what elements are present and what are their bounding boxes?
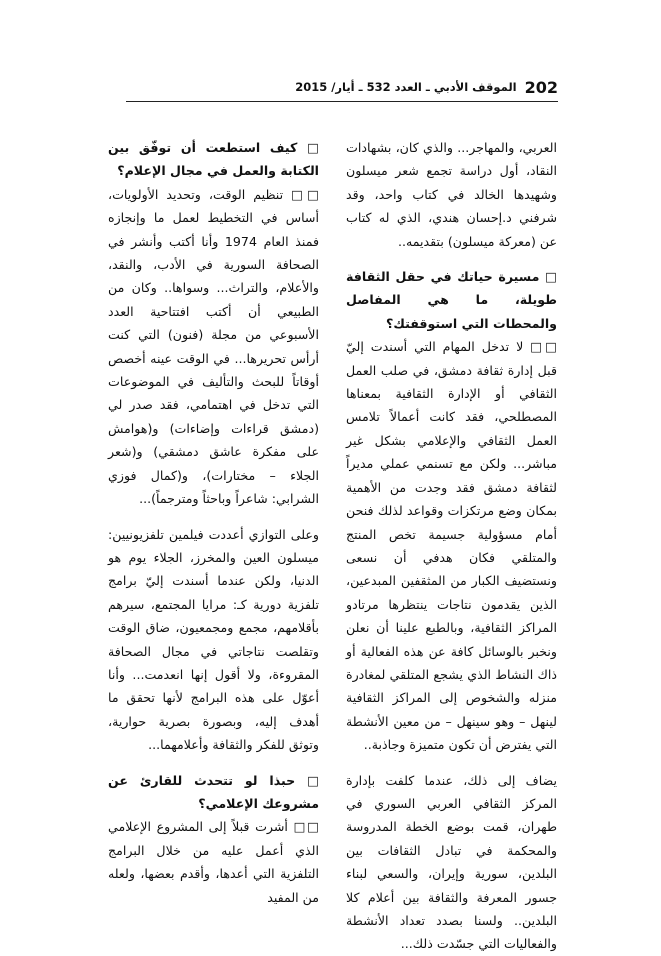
left-column [108, 136, 319, 909]
interview-answer: □□ لا تدخل المهام التي أسندت إليّ قبل إدارة ثقافة دمشق، في صلب العمل الثقافي أو الإدارة الثقافية بمعناها المصطلحي، فقد كانت أعمالاً تلامس العمل الثقافي والإعلامي بشكل غير مباشر... ولكن مع تسنمي عملي مديراً لثقافة دمشق فقد وجدت من الأهمية بمكان وضع مرتكزات وقواعد لذلك فنحن أمام مسؤولية جسيمة تخص المنتج والمتلقي فكان هدفي أن نسعى ونستضيف الكبار من المثقفين المبدعين، الذين يقدمون نتاجات ينتظرها مرتادو المراكز الثقافية، وبالطبع علينا أن نعلن ونخبر بالوسائل كافة عن هذه الفعالية أو ذاك النشاط الذي يشجع المتلقي لمغادرة منزله والشخوص إلى المراكز الثقافية لينهل – وهو سينهل – من معين الأنشطة التي يفترض أن تكون متميزة وجاذبة.. [346, 339, 557, 753]
interview-answer: □□ أشرت قبلاً إلى المشروع الإعلامي الذي أعمل عليه من خلال البرامج التلفزية التي أعدها، وأقدم بعضها، ولعله من المفيد [108, 819, 319, 905]
interview-question: □ كيف استطعت أن توفّق بين الكتابة والعمل في مجال الإعلام؟ [108, 140, 319, 179]
interview-question: □ مسيرة حياتك في حقل الثقافة طويلة، ما هي المفاصل والمحطات التي استوقفتك؟ [346, 269, 557, 331]
paragraph: يضاف إلى ذلك، عندما كلفت بإدارة المركز الثقافي العربي السوري في طهران، قمت بوضع الخطة المدروسة والمحكمة في تبادل الثقافات بين البلدين، سورية وإيران، والسعي لبناء جسور المعرفة والثقافة بين أعلام كلا البلدين.. ولسنا بصدد تعداد الأنشطة والفعاليات التي جسّدت ذلك... [346, 772, 557, 952]
header-rule [126, 101, 558, 102]
paragraph: وعلى التوازي أعددت فيلمين تلفزيونيين: ميسلون العين والمخرز، الجلاء يوم هو الدنيا، ولكن عندما أسندت إليّ برامج تلفزية دورية كـ: مرايا المجتمع، سيرهم بأقلامهم، مجمع ومجمعيون، ضاق الوقت وتقلصت نتاجاتي في مجال الصحافة المقروءة، ولا أقول إنها انعدمت... وأنا أعوّل على هذه البرامج لأنها تحقق ما أهدف إليه، وبصورة بصرية حوارية، وتوثق للفكر والثقافة وأعلامهما... [108, 526, 319, 753]
interview-question: □ حبذا لو تتحدث للقارئ عن مشروعك الإعلامي؟ [108, 772, 319, 811]
interview-answer: □□ تنظيم الوقت، وتحديد الأولويات، أساس في التخطيط لعمل ما وإنجازه فمنذ العام 1974 وأنا أكتب وأنشر في الصحافة السورية في الأدب، والنقد، والأعلام، والتراث... وسواها.. وكان من الطبيعي أن أكتب افتتاحية العدد الأسبوعي من مجلة (فنون) التي كنت أرأس تحريرها... في الوقت عينه أخصص أوقاتاً للبحث والتأليف في الموضوعات التي تدخل في اهتمامي، فقد صدر لي (دمشق قراءات وإضاءات) و(هوامش على مفكرة عاشق دمشقي) و(شعر الجلاء – مختارات)، و(كمال فوزي الشرابي: شاعراً وباحثاً ومترجماً)... [108, 186, 319, 507]
running-header [288, 76, 558, 98]
page-number: 202 [524, 77, 558, 97]
paragraph: العربي، والمهاجر... والذي كان، بشهادات النقاد، أول دراسة تجمع شعر ميسلون وشهيدها الخالد في كتاب واحد، وقد شرفني د.إحسان هندي، الذي له كتاب عن (معركة ميسلون) بتقديمه.. [346, 140, 557, 249]
running-head-text: الموقف الأدبي ـ العدد 532 ـ أيار/ 2015 [295, 80, 517, 94]
right-column [346, 136, 557, 956]
